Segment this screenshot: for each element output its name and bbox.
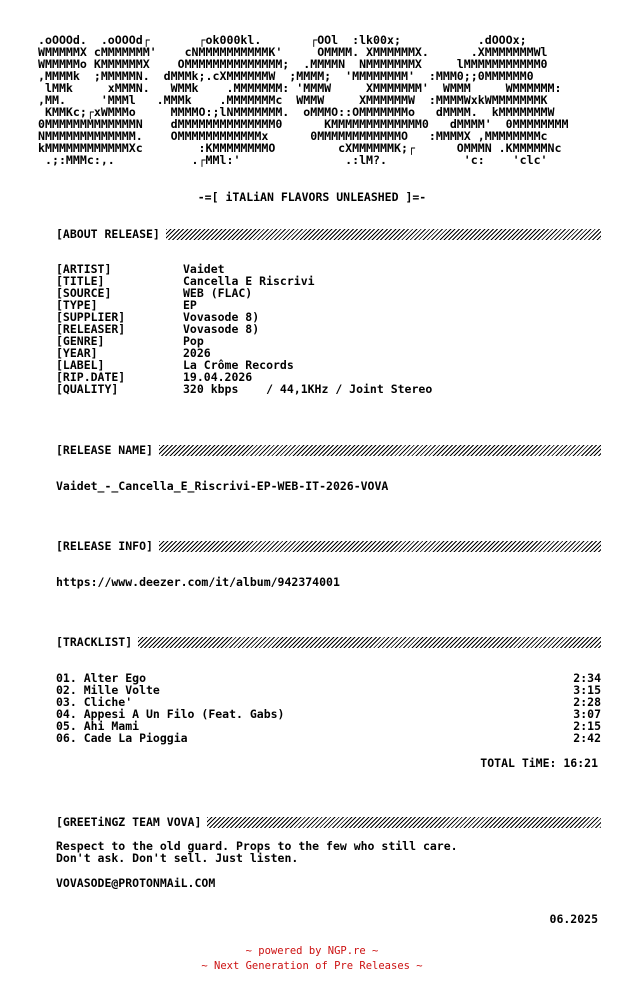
track-title: 05. Ahi Mami [56,719,140,733]
section-label: [GREETiNGZ TEAM VOVA] [56,815,202,829]
hatched-divider [159,541,601,552]
release-info-table [56,263,432,395]
info-row-type: [TYPE] EP [56,298,197,312]
track-row [56,684,601,696]
footer-powered-by: ~ powered by NGP.re ~ [245,945,379,957]
track-title: 04. Appesi A Un Filo (Feat. Gabs) [56,707,285,721]
track-time: 2:34 [573,671,601,685]
hatched-divider [207,817,601,828]
release-name-header [56,443,601,457]
track-title: 01. Alter Ego [56,671,147,685]
info-row-supplier: [SUPPLIER] Vovasode 8) [56,310,260,324]
track-title: 02. Mille Volte [56,683,160,697]
release-name-value: Vaidet_-_Cancella_E_Riscrivi-EP-WEB-IT-2026-VOVA [56,479,389,493]
track-time: 3:07 [573,707,601,721]
footer-tagline: ~ Next Generation of Pre Releases ~ [201,960,423,972]
track-title: 03. Cliche' [56,695,133,709]
section-label: [RELEASE NAME] [56,443,153,457]
info-row-source: [SOURCE] WEB (FLAC) [56,286,253,300]
release-info-url: https://www.deezer.com/it/album/942374001 [56,575,340,589]
about-release-header [56,227,601,241]
hatched-divider [159,445,601,456]
track-time: 2:15 [573,719,601,733]
info-row-year: [YEAR] 2026 [56,346,211,360]
track-time: 2:42 [573,731,601,745]
nfo-date: 06.2025 [549,912,598,926]
tagline: -=[ iTALiAN FLAVORS UNLEASHED ]=- [197,190,427,204]
greetings-header [56,815,601,829]
section-label: [TRACKLIST] [56,635,133,649]
info-row-label: [LABEL] La Crôme Records [56,358,294,372]
info-row-artist: [ARTIST] Vaidet [56,262,225,276]
info-row-genre: [GENRE] Pop [56,334,204,348]
track-time: 3:15 [573,683,601,697]
total-time: TOTAL TiME: 16:21 [480,756,598,770]
hatched-divider [166,229,601,240]
track-time: 2:28 [573,695,601,709]
track-row [56,732,601,744]
track-title: 06. Cade La Pioggia [56,731,188,745]
ascii-logo: .oOOOd. .oOOOd┌ ┌ok000kl. ┌OOl :lk00x; .dOOOx; WMMMMMX cMMMMMMM' cNMMMMMMMMMMK' OMMMM. XMMMMMMX. .XMMMMMMMWl WMMMMMo KMMMMMMX OMMMMMMMMMMMMMM; .MMMMN NMMMMMMMX lMMMMMMMMMMM0 ,MMMMk ;MMMMMN. dMMMk;.cXMMMMMMW ;MMMM; 'MMMMMMMM' :MMM0;;0MMMMMM0 lMMk xMMMN. WMMk .MMMMMMM: 'MMMW XMMMMMMM' WMMM WMMMMMM: ,MM. 'MMMl .MMMk .MMMMMMMc WMMW XMMMMMMW :MMMMWxkWMMMMMMMK KMMKc;┌xWMMMo MMMMO:;lNMMMMMMM. oMMMO::OMMMMMMMo dMMMM. kMMMMMMMW 0MMMMMMMMMMMMMN dMMMMMMMMMMMMMM0 KMMMMMMMMMMMMM0 dMMMM' 0MMMMMMMM NMMMMMMMMMMMMM. OMMMMMMMMMMMMx 0MMMMMMMMMMMMO :MMMMX ,MMMMMMMMc kMMMMMMMMMMMMXc :KMMMMMMMMO cXMMMMMMK;┌ OMMMN .KMMMMMNc .;:MMMc:,. .┌MMl:' .:lM?. 'c: 'clc' [38,33,569,167]
greetings-text: Respect to the old guard. Props to the few who still care. Don't ask. Don't sell. Just listen. [56,839,458,865]
release-info-header [56,539,601,553]
section-label: [RELEASE INFO] [56,539,153,553]
hatched-divider [138,637,601,648]
section-label: [ABOUT RELEASE] [56,227,160,241]
tracklist-header [56,635,601,649]
info-row-title: [TITLE] Cancella E Riscrivi [56,274,315,288]
info-row-rip-date: [RIP.DATE] 19.04.2026 [56,370,253,384]
info-row-releaser: [RELEASER] Vovasode 8) [56,322,260,336]
tracklist [56,672,601,744]
contact-email: VOVASODE@PROTONMAiL.COM [56,876,216,890]
info-row-quality: [QUALITY] 320 kbps / 44,1KHz / Joint Stereo [56,382,433,396]
